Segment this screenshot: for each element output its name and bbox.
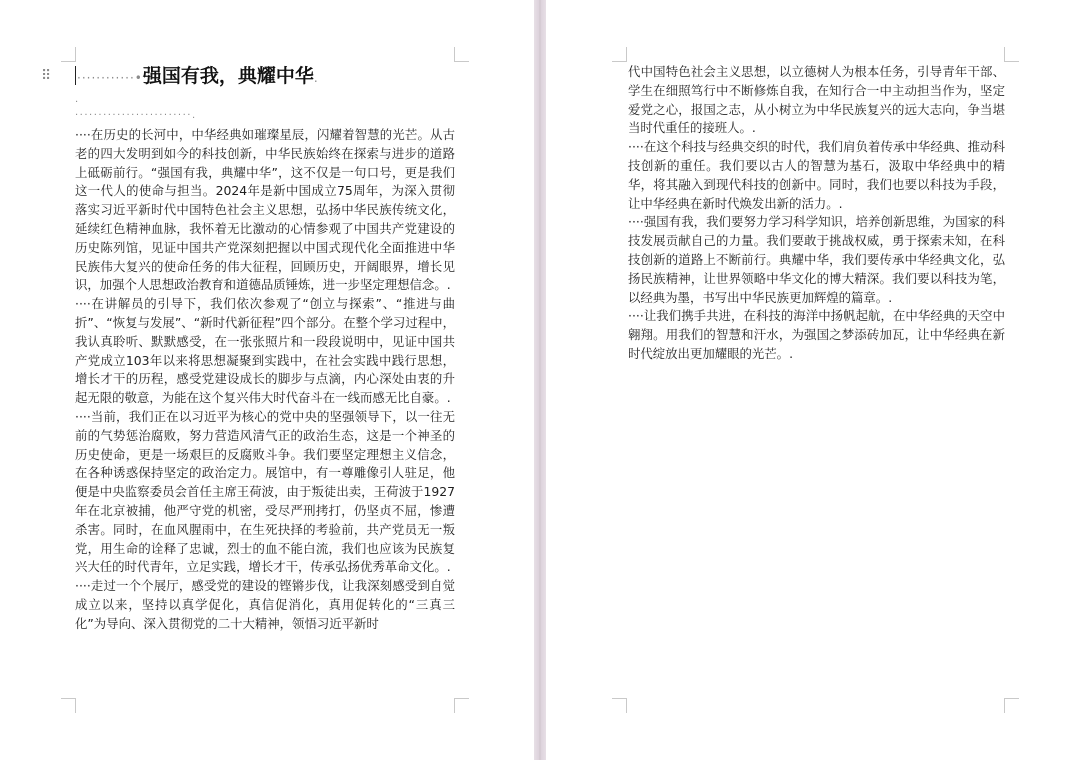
drag-handle-icon[interactable]: ⠿ [41,68,50,84]
right-page-body[interactable] [628,63,1005,364]
leading-dots-mark: ············ [77,71,135,85]
paragraph[interactable]: ····在讲解员的引导下，我们依次参观了“创立与探索”、“推进与曲折”、“恢复与发展”、“新时代新征程”四个部分。在整个学习过程中，我认真聆听、默默感受，在一张张照片和一段段说明中，见证中国共产党成立103年以来将思想凝聚到实践中，在社会实践中践行思想，增长才干的历程，感受党建设成长的脚步与点滴，内心深处由衷的升起无限的敬意，为能在这个复兴伟大时代奋斗在一线而感无比自豪。. [75,296,455,406]
bullet-mark: • [134,71,143,85]
dotted-paragraph-mark: ·························. [75,110,197,121]
paragraph[interactable]: ····让我们携手共进，在科技的海洋中扬帆起航，在中华经典的天空中翱翔。用我们的智慧和汗水，为强国之梦添砖加瓦，让中华经典在新时代绽放出更加耀眼的光芒。. [628,308,1005,361]
page-gutter [534,0,546,760]
title-text: 强国有我，典耀中华 [142,65,314,87]
paragraph[interactable]: ····当前，我们正在以习近平为核心的党中央的坚强领导下，以一往无前的气势惩治腐败，努力营造风清气正的政治生态，这是一个神圣的历史使命，更是一场艰巨的反腐败斗争。我们要坚定理想主义信念，在各种诱惑保持坚定的政治定力。展馆中，有一尊雕像引人驻足，他便是中央监察委员会首任主席王荷波，由于叛徒出卖，王荷波于1927年在北京被捕，他严守党的机密，受尽严刑拷打，仍坚贞不屈，惨遭杀害。同时，在血风腥雨中，在生死抉择的考验前，共产党员无一叛党，用生命的诠释了忠诚，烈士的血不能白流，我们也应该为民族复兴大任的时代青年，立足实践，增长才干，传承弘扬优秀革命文化。. [75,408,455,575]
page-corner-mark [612,47,627,62]
page-corner-mark [61,698,76,713]
page-corner-mark [1004,698,1019,713]
paragraph[interactable]: ····强国有我，我们要努力学习科学知识，培养创新思维，为国家的科技发展贡献自己的力量。我们要敢于挑战权威，勇于探索未知，在科技创新的道路上不断前行。典耀中华，我们要传承中华经典文化，弘扬民族精神，让世界领略中华文化的博大精深。我们要以科技为笔，以经典为墨，书写出中华民族更加辉煌的篇章。. [628,214,1005,305]
empty-paragraph-mark: . [75,94,80,105]
paragraph[interactable]: 代中国特色社会主义思想，以立德树人为根本任务，引导青年干部、学生在细照笃行中不断修炼自我，在知行合一中主动担当作为，坚定爱党之心，报国之志，从小树立为中华民族复兴的远大志向，争当堪当时代重任的接班人。. [628,64,1005,136]
paragraph[interactable]: ····在历史的长河中，中华经典如璀璨星辰，闪耀着智慧的光芒。从古老的四大发明到如今的科技创新，中华民族始终在探索与进步的道路上砥砺前行。“强国有我，典耀中华”，这不仅是一句口号，更是我们这一代人的使命与担当。2024年是新中国成立75周年，为深入贯彻落实习近平新时代中国特色社会主义思想，弘扬中华民族传统文化，延续红色精神血脉，我怀着无比激动的心情参观了中国共产党建设的历史陈列馆，见证中国共产党深刻把握以中国式现代化全面推进中华民族伟大复兴的使命任务的伟大征程，回顾历史，开阔眼界，增长见识，加强个人思想政治教育和道德品质锤炼，进一步坚定理想信念。. [75,127,455,293]
paragraph[interactable]: ····在这个科技与经典交织的时代，我们肩负着传承中华经典、推动科技创新的重任。我们要以古人的智慧为基石，汲取中华经典中的精华，将其融入到现代科技的创新中。同时，我们也要以科技为手段，让中华经典在新时代焕发出新的活力。. [628,139,1005,211]
paragraph[interactable]: ····走过一个个展厅，感受党的建设的铿锵步伐，让我深刻感受到自觉成立以来，坚持以真学促化，真信促消化，真用促转化的“三真三化”为导向、深入贯彻党的二十大精神，领悟习近平新时 [75,578,455,631]
page-corner-mark [612,698,627,713]
page-corner-mark [61,47,76,62]
page-corner-mark [454,47,469,62]
document-page-left[interactable] [0,0,534,760]
left-page-body[interactable] [75,126,455,634]
page-corner-mark [1004,47,1019,62]
page-corner-mark [454,698,469,713]
text-cursor [75,66,76,85]
paragraph-mark: . [313,71,319,85]
document-title[interactable] [75,62,405,90]
